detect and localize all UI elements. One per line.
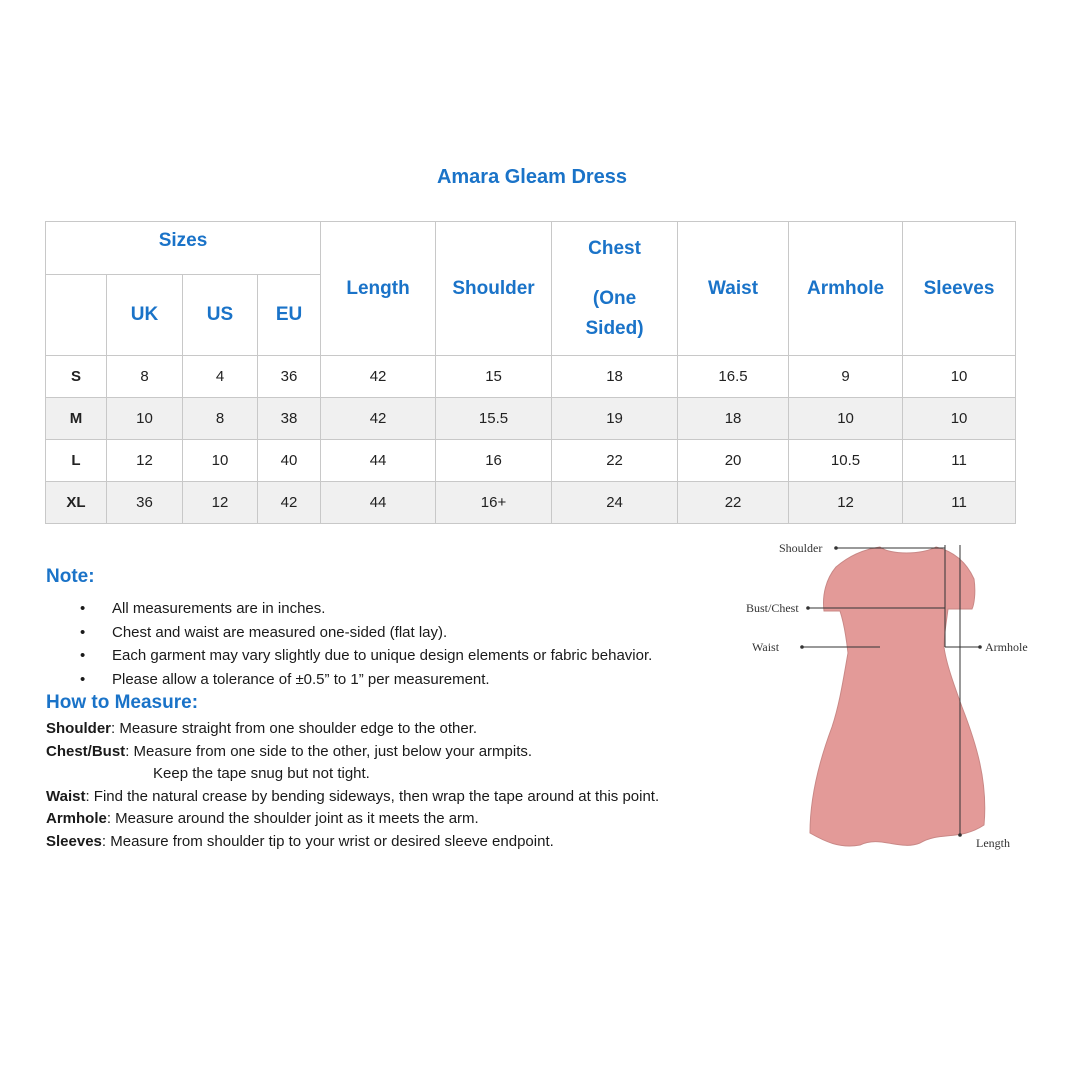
cell-uk: 36 bbox=[107, 482, 183, 524]
how-to-heading: How to Measure: bbox=[46, 692, 199, 713]
header-uk: UK bbox=[107, 275, 183, 356]
term-armhole: Armhole bbox=[46, 810, 107, 827]
header-us: US bbox=[183, 275, 258, 356]
header-length: Length bbox=[321, 222, 436, 356]
note-item: • Chest and waist are measured one-sided (flat lay). bbox=[46, 621, 766, 645]
cell-length: 44 bbox=[321, 482, 436, 524]
how-to-chest-cont: Keep the tape snug but not tight. bbox=[153, 765, 370, 782]
cell-uk: 8 bbox=[107, 356, 183, 398]
desc-chest: : Measure from one side to the other, just below your armpits. bbox=[125, 742, 533, 760]
dress-measurement-diagram bbox=[740, 535, 1080, 865]
label-bust-chest: Bust/Chest bbox=[746, 601, 799, 615]
cell-us: 12 bbox=[183, 482, 258, 524]
cell-armhole: 12 bbox=[789, 482, 903, 524]
cell-waist: 16.5 bbox=[678, 356, 789, 398]
how-to-waist bbox=[46, 786, 806, 809]
cell-shoulder: 15.5 bbox=[436, 398, 552, 440]
term-shoulder: Shoulder bbox=[46, 720, 112, 737]
cell-sleeves: 10 bbox=[903, 356, 1016, 398]
header-sleeves: Sleeves bbox=[903, 222, 1016, 356]
cell-shoulder: 15 bbox=[436, 356, 552, 398]
desc-sleeves: : Measure from shoulder tip to your wrist or desired sleeve endpoint. bbox=[101, 832, 554, 850]
desc-armhole: : Measure around the shoulder joint as it meets the arm. bbox=[106, 810, 479, 827]
note-list bbox=[46, 597, 766, 691]
note-item: • Each garment may vary slightly due to unique design elements or fabric behavior. bbox=[46, 644, 766, 668]
cell-us: 10 bbox=[183, 440, 258, 482]
note-item: • Please allow a tolerance of ±0.5” to 1” per measurement. bbox=[46, 668, 766, 692]
how-to-armhole bbox=[46, 808, 806, 831]
waist-dot bbox=[800, 645, 804, 649]
how-to-chest bbox=[46, 741, 806, 764]
armhole-dot bbox=[978, 645, 982, 649]
size-label: M bbox=[46, 398, 107, 440]
cell-eu: 38 bbox=[258, 398, 321, 440]
header-chest-line1: Chest bbox=[588, 237, 641, 259]
header-sizes: Sizes bbox=[46, 222, 321, 275]
header-chest bbox=[552, 222, 678, 356]
label-length: Length bbox=[976, 836, 1010, 850]
page-title: Amara Gleam Dress bbox=[436, 166, 628, 188]
size-label: L bbox=[46, 440, 107, 482]
term-sleeves: Sleeves bbox=[46, 832, 102, 850]
cell-length: 44 bbox=[321, 440, 436, 482]
cell-waist: 20 bbox=[678, 440, 789, 482]
how-to-list bbox=[46, 718, 806, 853]
cell-chest: 22 bbox=[552, 440, 678, 482]
dress-illustration bbox=[740, 535, 1080, 865]
cell-chest: 19 bbox=[552, 398, 678, 440]
term-chest: Chest/Bust bbox=[46, 742, 126, 760]
term-waist: Waist bbox=[46, 787, 86, 805]
cell-sleeves: 11 bbox=[903, 440, 1016, 482]
cell-eu: 40 bbox=[258, 440, 321, 482]
cell-sleeves: 11 bbox=[903, 482, 1016, 524]
cell-us: 4 bbox=[183, 356, 258, 398]
table-row bbox=[46, 482, 1016, 524]
header-chest-line2: (One bbox=[592, 287, 637, 309]
cell-sleeves: 10 bbox=[903, 398, 1016, 440]
size-chart-table bbox=[45, 221, 1016, 524]
cell-us: 8 bbox=[183, 398, 258, 440]
cell-eu: 42 bbox=[258, 482, 321, 524]
cell-armhole: 10 bbox=[789, 398, 903, 440]
how-to-shoulder bbox=[46, 718, 806, 741]
label-armhole: Armhole bbox=[985, 640, 1028, 654]
how-to-sleeves bbox=[46, 831, 806, 854]
header-armhole: Armhole bbox=[789, 222, 903, 356]
note-item: • All measurements are in inches. bbox=[46, 597, 766, 621]
label-waist: Waist bbox=[752, 640, 780, 654]
dress-shape bbox=[810, 547, 985, 846]
table-row bbox=[46, 398, 1016, 440]
cell-length: 42 bbox=[321, 398, 436, 440]
cell-length: 42 bbox=[321, 356, 436, 398]
table-row bbox=[46, 440, 1016, 482]
cell-chest: 24 bbox=[552, 482, 678, 524]
bust-dot bbox=[806, 606, 810, 610]
length-dot bbox=[958, 833, 962, 837]
cell-uk: 10 bbox=[107, 398, 183, 440]
table-row bbox=[46, 356, 1016, 398]
cell-shoulder: 16+ bbox=[436, 482, 552, 524]
header-chest-line3: Sided) bbox=[585, 317, 644, 339]
cell-shoulder: 16 bbox=[436, 440, 552, 482]
cell-armhole: 10.5 bbox=[789, 440, 903, 482]
cell-armhole: 9 bbox=[789, 356, 903, 398]
desc-waist: : Find the natural crease by bending sideways, then wrap the tape around at this point. bbox=[85, 787, 660, 805]
shoulder-dot bbox=[834, 546, 838, 550]
size-label: S bbox=[46, 356, 107, 398]
cell-chest: 18 bbox=[552, 356, 678, 398]
header-eu: EU bbox=[258, 275, 321, 356]
label-shoulder: Shoulder bbox=[779, 541, 823, 555]
cell-waist: 22 bbox=[678, 482, 789, 524]
header-waist: Waist bbox=[678, 222, 789, 356]
cell-waist: 18 bbox=[678, 398, 789, 440]
cell-eu: 36 bbox=[258, 356, 321, 398]
note-heading: Note: bbox=[46, 566, 95, 587]
header-size-blank bbox=[46, 275, 107, 356]
header-shoulder: Shoulder bbox=[436, 222, 552, 356]
desc-shoulder: : Measure straight from one shoulder edge to the other. bbox=[111, 720, 478, 737]
size-label: XL bbox=[46, 482, 107, 524]
cell-uk: 12 bbox=[107, 440, 183, 482]
